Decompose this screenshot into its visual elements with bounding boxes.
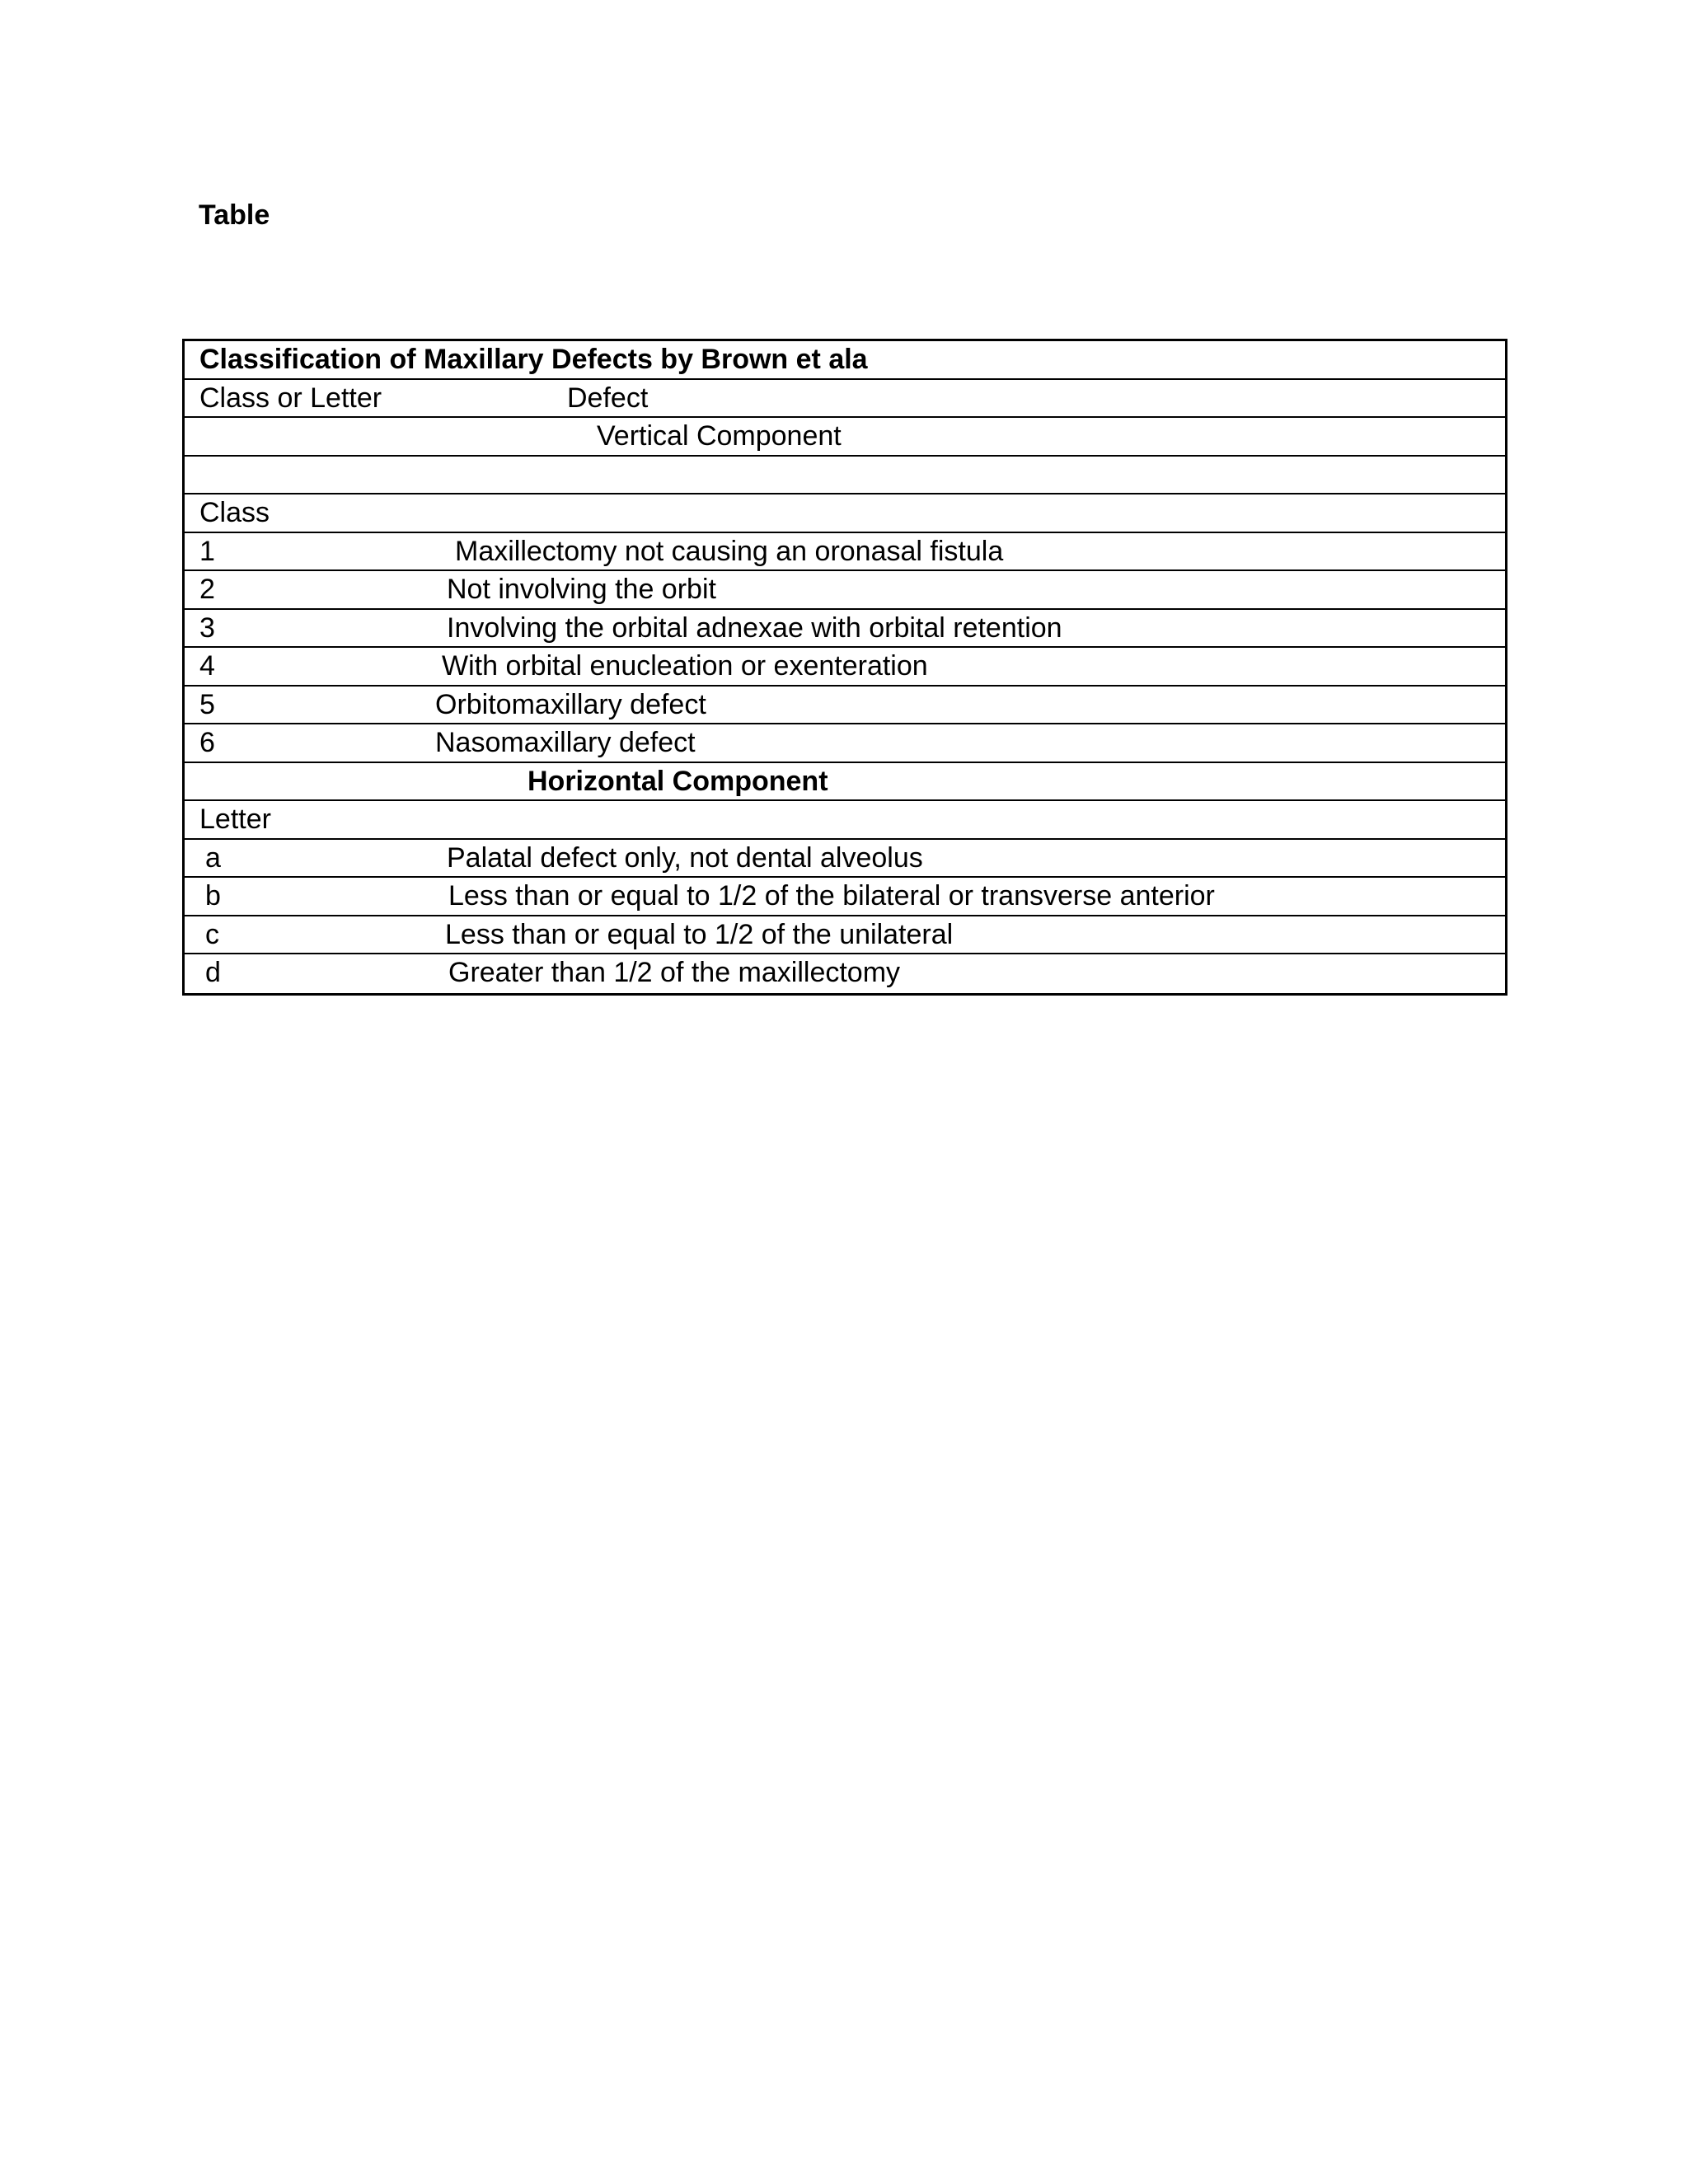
row-key: 6 (199, 727, 215, 758)
row-key: 5 (199, 688, 215, 720)
table-row (185, 878, 1505, 916)
table-row (185, 724, 1505, 763)
table-row (185, 916, 1505, 955)
empty-row (185, 457, 1505, 495)
horizontal-component-row (185, 763, 1505, 802)
row-defect: Less than or equal to 1/2 of the unilateral (445, 918, 954, 950)
row-defect: Less than or equal to 1/2 of the bilateral or transverse anterior (448, 880, 1215, 912)
vertical-component-row (185, 418, 1505, 457)
table-title: Classification of Maxillary Defects by Brown et ala (199, 344, 868, 375)
row-key: c (205, 918, 219, 950)
row-defect: Involving the orbital adnexae with orbital retention (447, 612, 1062, 644)
table-title-row (185, 341, 1505, 380)
row-defect: Palatal defect only, not dental alveolus (447, 841, 923, 874)
table-row (185, 954, 1505, 993)
letter-label: Letter (199, 804, 271, 835)
row-defect: Not involving the orbit (447, 574, 716, 605)
row-defect: With orbital enucleation or exenteration (442, 650, 928, 682)
row-key: 4 (199, 650, 215, 682)
class-label: Class (199, 497, 270, 528)
table-row (185, 610, 1505, 649)
row-key: 3 (199, 612, 215, 644)
classification-table (182, 339, 1507, 996)
table-header-row (185, 380, 1505, 419)
page-heading: Table (199, 199, 270, 231)
table-row (185, 533, 1505, 572)
row-key: a (205, 841, 221, 874)
vertical-component-heading: Vertical Component (597, 420, 842, 452)
horizontal-component-heading: Horizontal Component (528, 765, 828, 797)
row-defect: Nasomaxillary defect (435, 727, 696, 758)
row-defect: Greater than 1/2 of the maxillectomy (448, 957, 901, 988)
class-label-row (185, 494, 1505, 533)
table-row (185, 648, 1505, 687)
header-class-or-letter: Class or Letter (199, 382, 382, 414)
row-key: 2 (199, 574, 215, 605)
row-key: b (205, 880, 221, 912)
row-defect: Orbitomaxillary defect (435, 688, 706, 720)
table-row (185, 571, 1505, 610)
header-defect: Defect (567, 382, 649, 414)
table-row (185, 687, 1505, 725)
table-row (185, 840, 1505, 879)
letter-label-row (185, 801, 1505, 840)
row-key: 1 (199, 535, 215, 567)
row-key: d (205, 957, 221, 988)
row-defect: Maxillectomy not causing an oronasal fistula (455, 535, 1004, 567)
